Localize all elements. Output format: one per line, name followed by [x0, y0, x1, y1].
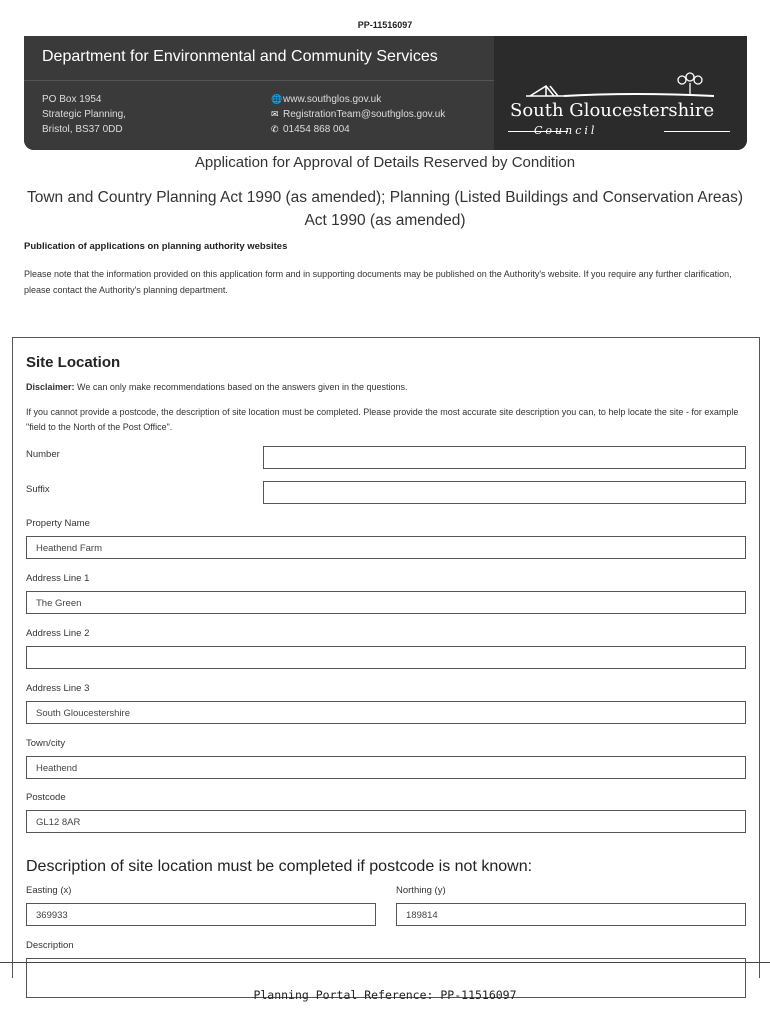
council-label: Council: [534, 124, 598, 137]
reference-number: PP-11516097: [357, 20, 413, 30]
property-name-label: Property Name: [26, 518, 90, 529]
website-row: [271, 92, 445, 107]
bridge-tree-logo-icon: [524, 66, 724, 100]
email-link[interactable]: RegistrationTeam@southglos.gov.uk: [283, 109, 446, 120]
department-panel: [24, 36, 494, 150]
description-label: Description: [26, 940, 74, 951]
department-title: Department for Environmental and Community Services: [42, 48, 438, 65]
phone-number: 01454 868 004: [283, 124, 350, 135]
disclaimer-label: Disclaimer:: [26, 382, 75, 392]
site-location-section: [12, 337, 760, 978]
page-divider: [0, 962, 770, 963]
application-title: Application for Approval of Details Reserved by Condition: [194, 154, 576, 171]
postal-address: [42, 92, 126, 137]
number-field[interactable]: [263, 446, 746, 469]
publication-heading: Publication of applications on planning authority websites: [24, 241, 288, 252]
publication-text: Please note that the information provided on this application form and in supporting documents may be published on the Authority's website. If you require any further clarification, please contact the Authority's planning department.: [24, 269, 732, 295]
footer-reference: Planning Portal Reference: PP-11516097: [253, 988, 517, 1002]
envelope-icon: ✉: [271, 109, 279, 119]
phone-row: [271, 122, 445, 137]
logo-rule: [664, 131, 730, 132]
address-line: Bristol, BS37 0DD: [42, 124, 123, 135]
disclaimer: [26, 382, 408, 392]
suffix-label: Suffix: [26, 484, 50, 495]
divider: [24, 80, 494, 81]
address-line-2-label: Address Line 2: [26, 628, 90, 639]
council-name: South Gloucestershire: [510, 100, 715, 121]
contact-details: [271, 92, 445, 137]
description-heading: Description of site location must be completed if postcode is not known:: [26, 858, 533, 875]
address-line: Strategic Planning,: [42, 109, 126, 120]
email-row: [271, 107, 445, 122]
section-title: Site Location: [26, 354, 121, 371]
address-line: PO Box 1954: [42, 94, 102, 105]
northing-label: Northing (y): [396, 885, 446, 896]
council-header-banner: [24, 36, 747, 150]
address-line-2-field[interactable]: [26, 646, 746, 669]
disclaimer-text: We can only make recommendations based on the answers given in the questions.: [74, 382, 408, 392]
phone-icon: ✆: [271, 124, 279, 134]
postcode-label: Postcode: [26, 792, 66, 803]
number-label: Number: [26, 449, 60, 460]
address-line-3-label: Address Line 3: [26, 683, 90, 694]
town-city-field[interactable]: Heathend: [26, 756, 746, 779]
website-link[interactable]: www.southglos.gov.uk: [283, 94, 382, 105]
property-name-field[interactable]: Heathend Farm: [26, 536, 746, 559]
postcode-field[interactable]: GL12 8AR: [26, 810, 746, 833]
address-line-3-field[interactable]: South Gloucestershire: [26, 701, 746, 724]
easting-field[interactable]: 369933: [26, 903, 376, 926]
council-logo: [494, 36, 747, 150]
globe-icon: 🌐: [271, 94, 283, 104]
town-city-label: Town/city: [26, 738, 66, 749]
act-title: Town and Country Planning Act 1990 (as amended); Planning (Listed Buildings and Conservation Areas) Act 1990 (as amended): [26, 189, 744, 229]
suffix-field[interactable]: [263, 481, 746, 504]
northing-field[interactable]: 189814: [396, 903, 746, 926]
site-instruction: If you cannot provide a postcode, the description of site location must be completed. Please provide the most accurate site description you can, to help locate the site - for example "field to the North of the Post Office".: [26, 407, 739, 432]
address-line-1-label: Address Line 1: [26, 573, 90, 584]
easting-label: Easting (x): [26, 885, 72, 896]
address-line-1-field[interactable]: The Green: [26, 591, 746, 614]
